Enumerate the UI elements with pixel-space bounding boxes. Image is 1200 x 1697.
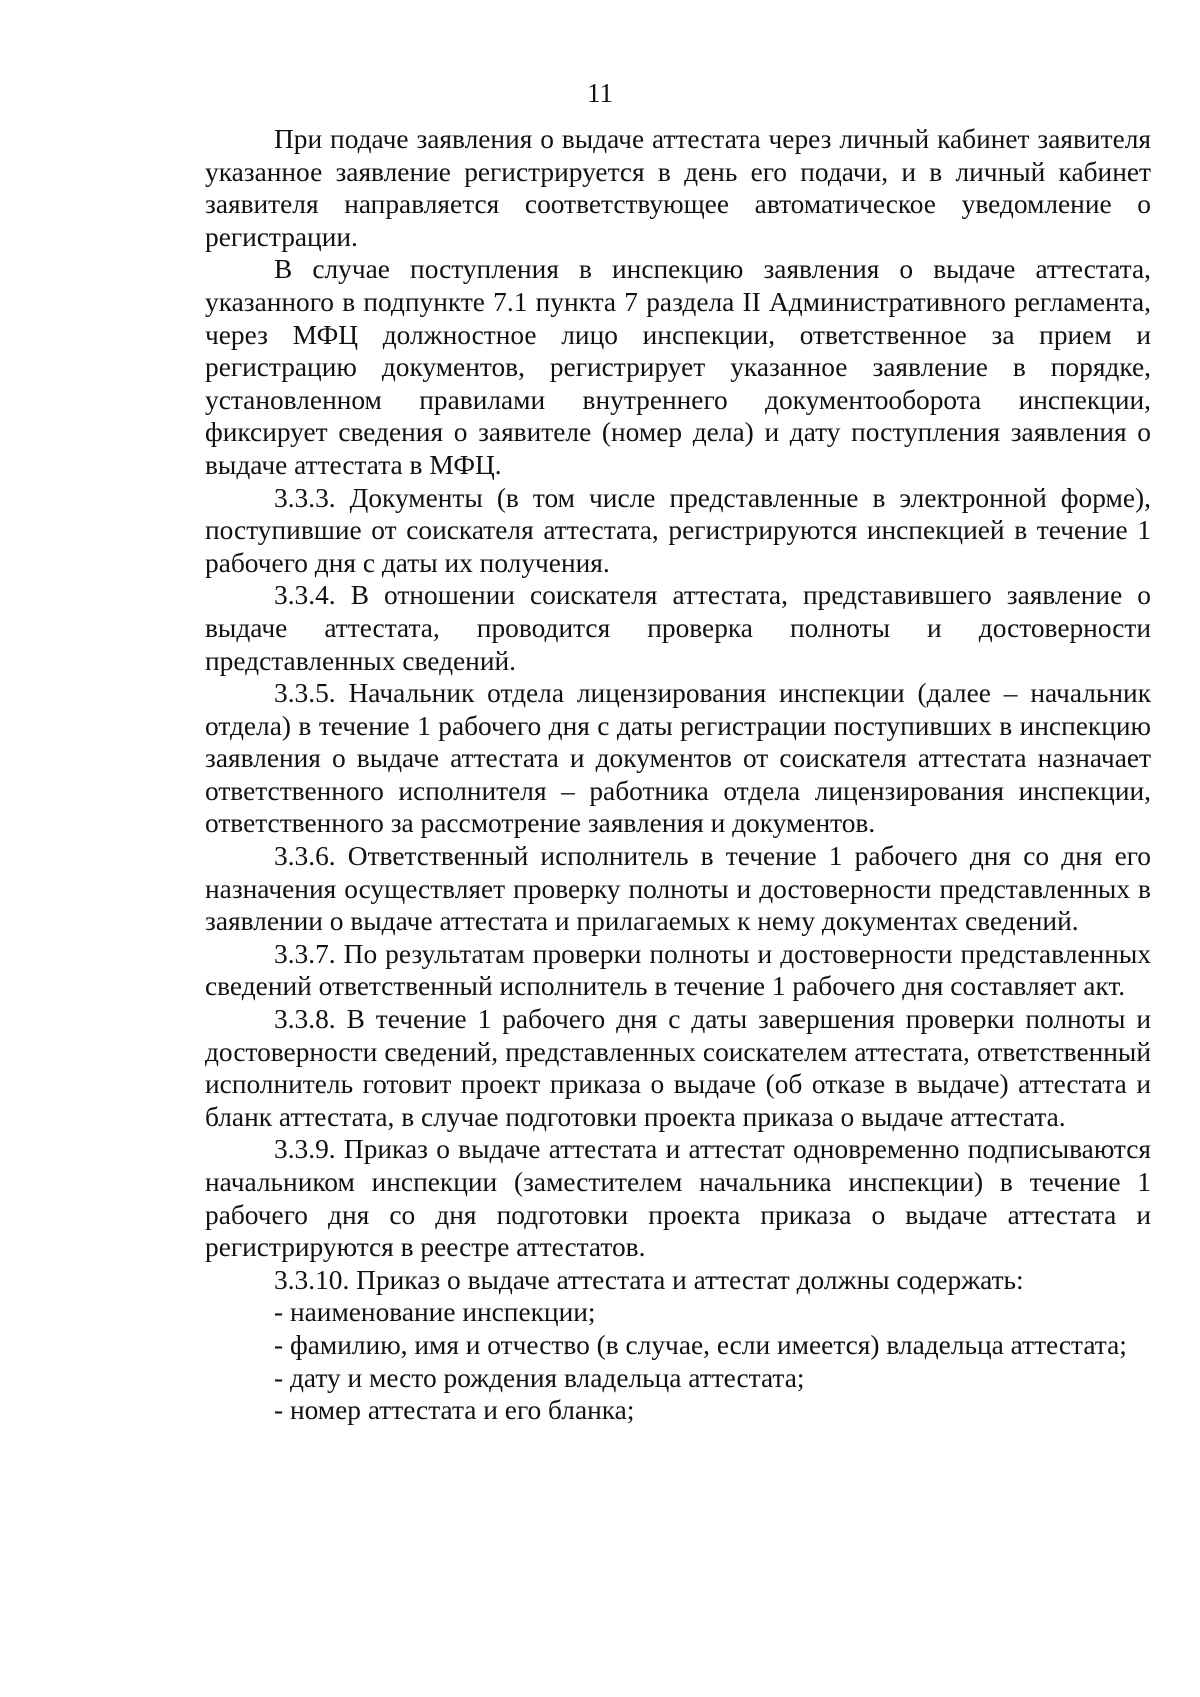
- paragraph-mfc-receipt: В случае поступления в инспекцию заявления о выдаче аттестата, указанного в подпункте 7.1 пункта 7 раздела II Административного регламента, через МФЦ должностное лицо инспекции, ответственное за прием и регистрацию документов, регистрирует указанное заявление в порядке, установленном правилами внутреннего документооборота инспекции, фиксирует сведения о заявителе (номер дела) и дату поступления заявления о выдаче аттестата в МФЦ.: [205, 254, 1151, 480]
- paragraph-3-3-3: 3.3.3. Документы (в том числе представленные в электронной форме), поступившие от соискателя аттестата, регистрируются инспекцией в течение 1 рабочего дня с даты их получения.: [205, 482, 1151, 578]
- paragraph-3-3-5: 3.3.5. Начальник отдела лицензирования инспекции (далее – начальник отдела) в течение 1 рабочего дня с даты регистрации поступивших в инспекцию заявления о выдаче аттестата и документов от соискателя аттестата назначает ответственного исполнителя – работника отдела лицензирования инспекции, ответственного за рассмотрение заявления и документов.: [205, 678, 1151, 839]
- list-item-owner-birth: - дату и место рождения владельца аттестата;: [274, 1362, 805, 1393]
- list-item-owner-full-name: - фамилию, имя и отчество (в случае, если имеется) владельца аттестата;: [274, 1329, 1127, 1360]
- page-number: 11: [587, 78, 613, 108]
- paragraph-personal-cabinet: При подаче заявления о выдаче аттестата через личный кабинет заявителя указанное заявление регистрируется в день его подачи, и в личный кабинет заявителя направляется соответствующее автоматическое уведомление о регистрации.: [205, 124, 1151, 252]
- list-item-certificate-number: - номер аттестата и его бланка;: [274, 1395, 635, 1426]
- paragraph-3-3-7: 3.3.7. По результатам проверки полноты и достоверности представленных сведений ответственный исполнитель в течение 1 рабочего дня составляет акт.: [205, 938, 1151, 1002]
- paragraph-3-3-9: 3.3.9. Приказ о выдаче аттестата и аттестат одновременно подписываются начальником инспекции (заместителем начальника инспекции) в течение 1 рабочего дня со дня подготовки проекта приказа о выдаче аттестата и регистрируются в реестре аттестатов.: [205, 1134, 1151, 1263]
- list-item-inspection-name: - наименование инспекции;: [274, 1297, 596, 1328]
- paragraph-3-3-8: 3.3.8. В течение 1 рабочего дня с даты завершения проверки полноты и достоверности сведений, представленных соискателем аттестата, ответственный исполнитель готовит проект приказа о выдаче (об отказе в выдаче) аттестата и бланк аттестата, в случае подготовки проекта приказа о выдаче аттестата.: [205, 1004, 1151, 1132]
- paragraph-3-3-4: 3.3.4. В отношении соискателя аттестата, представившего заявление о выдаче аттестата, проводится проверка полноты и достоверности представленных сведений.: [205, 580, 1151, 676]
- document-body: [205, 123, 1151, 1427]
- paragraph-3-3-10: 3.3.10. Приказ о выдаче аттестата и аттестат должны содержать:: [274, 1264, 1024, 1295]
- paragraph-3-3-6: 3.3.6. Ответственный исполнитель в течение 1 рабочего дня со дня его назначения осуществляет проверку полноты и достоверности представленных в заявлении о выдаче аттестата и прилагаемых к нему документах сведений.: [205, 841, 1151, 937]
